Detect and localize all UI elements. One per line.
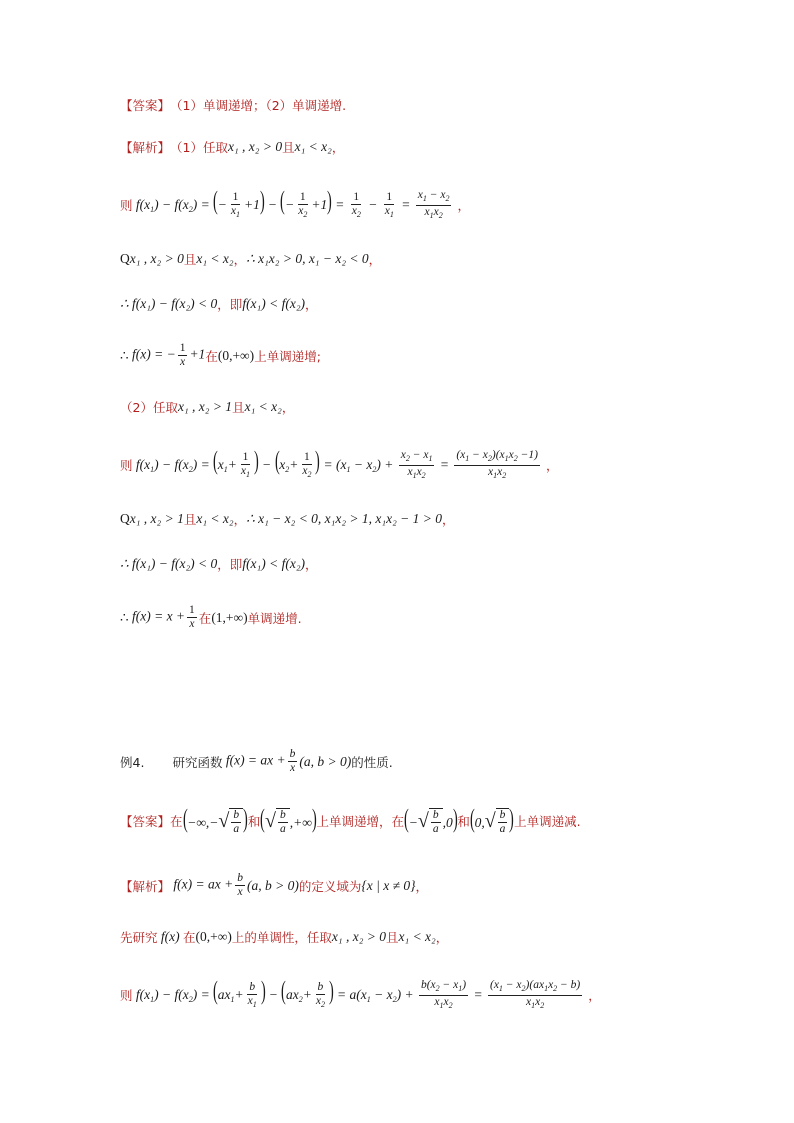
first-interval: (0,+∞) <box>195 929 232 944</box>
analysis4-tag: 【解析】 <box>120 878 171 894</box>
function-def-2: f(x) = x + $\frac{1}{x}$ <box>128 604 195 630</box>
comma: ， <box>331 140 345 155</box>
formula-line-1: 则 $f(x_1) - f(x_2)$ = (− $\frac{1}{x_1}$ +1) − (− $\frac{1}{x_2}$ +1) = $\frac{1}{x_2}$ − $\frac{1}{x_1}$ = $\frac{x_1 - x_2}{x_1x_2}$ ， <box>120 186 470 221</box>
analysis-line-1 <box>120 138 344 156</box>
since-line-2 <box>120 510 455 528</box>
therefore-symbol: ∴ <box>120 347 129 363</box>
thus-end-2: ， <box>305 557 318 572</box>
first-cond2: x₁ < x₂ <box>398 929 436 944</box>
formula4-end: ， <box>588 988 601 1004</box>
since-end-2: ， <box>442 512 455 527</box>
example-tail: 的性质. <box>351 754 393 770</box>
first-in: 在 <box>183 930 196 945</box>
conclusion-line-1 <box>120 342 321 369</box>
thus-line-2 <box>120 555 318 573</box>
since-end: ， <box>368 252 382 267</box>
example-text: 研究函数 <box>172 754 223 770</box>
since-condition: x₁ , x₂ > 0 <box>129 251 184 266</box>
part2-condition: x₁ , x₂ > 1 <box>177 399 233 414</box>
part2-end: ， <box>281 400 295 415</box>
conclusion-line-2 <box>120 604 302 631</box>
thus-result: f(x₁) < f(x₂) <box>242 296 306 311</box>
in-word: 在 <box>205 348 218 364</box>
since-sep: ， <box>233 252 247 267</box>
then-word-2: 则 <box>120 458 133 474</box>
analysis4-function: f(x) = ax + $\frac{b}{x}$ <box>170 872 243 898</box>
formula-line-2: 则 $f(x_1) - f(x_2) = (x_1+$ $\frac{1}{x_1}$ ) − ($x_2+$ $\frac{1}{x_2}$ ) = $(x_1 - x_2)$ + $\frac{x_2 - x_1}{x_1x_2}$ = $\frac{(x_1 - x_2)(x_1x_2 -1)}{x_1x_2}$ ， <box>120 446 559 481</box>
answer4-dec: 上单调递减. <box>514 813 581 829</box>
function-def-1: f(x) = − $\frac{1}{x}$ +1 <box>128 342 206 368</box>
since-sep-2: ， <box>233 512 247 527</box>
part2-and: 且 <box>232 400 245 415</box>
thus-mid-2: ，即 <box>217 557 243 572</box>
answer4-inc: 上单调递增，在 <box>316 813 405 829</box>
thus-expr: ∴ f(x₁) − f(x₂) < 0 <box>120 296 218 311</box>
example-function: f(x) = ax + $\frac{b}{x}$ <box>222 748 296 774</box>
conclusion-text-2: 单调递增. <box>247 610 302 626</box>
interval-d: (0, √ $\frac{b}{a}$ ) <box>469 804 515 835</box>
formula-4: $f(x_1) - f(x_2) = (ax_1+$ $\frac{b}{x_1}$ ) − ($ax_2+$ $\frac{b}{x_2}$ ) = $a(x_1 - x_2)$ + $\frac{b(x_2 - x_1)}{x_1x_2}$ = $\frac{(x_1 - x_2)(ax_1x_2 - b)}{x_1x_2}$ <box>132 976 581 1011</box>
therefore-symbol-2: ∴ <box>120 609 129 625</box>
since-result: ∴ x₁x₂ > 0, x₁ − x₂ < 0 <box>246 251 369 266</box>
analysis4-condition: (a, b > 0) <box>246 877 299 893</box>
answer4-tag: 【答案】 <box>120 813 171 829</box>
first-mid: 上的单调性，任取 <box>231 930 332 945</box>
since-line-1 <box>120 250 381 268</box>
condition: x₁ , x₂ > 0 <box>227 139 283 154</box>
since-result-2: ∴ x₁ − x₂ < 0, x₁x₂ > 1, x₁x₂ − 1 > 0 <box>246 511 443 526</box>
answer4-in: 在 <box>170 813 183 829</box>
analysis4-domain: {x | x ≠ 0} <box>361 877 416 893</box>
and-word: 且 <box>282 140 295 155</box>
in-word-2: 在 <box>198 610 212 626</box>
since-condition-2b: x₁ < x₂ <box>196 511 234 526</box>
first-pre: 先研究 <box>120 930 158 945</box>
conclusion-text-1: 上单调递增; <box>254 348 321 364</box>
answer-text: （1）单调递增；（2）单调递增. <box>170 98 347 113</box>
formula-2: $f(x_1) - f(x_2) = (x_1+$ $\frac{1}{x_1}$ ) − ($x_2+$ $\frac{1}{x_2}$ ) = $(x_1 - x_2)$ + $\frac{x_2 - x_1}{x_1x_2}$ = $\frac{(x_1 - x_2)(x_1x_2 -1)}{x_1x_2}$ <box>132 446 538 481</box>
since-and: 且 <box>183 252 197 267</box>
then-word: 则 <box>120 198 133 214</box>
formula-line-4 <box>120 978 601 1012</box>
interval-2: (1,+∞) <box>211 609 248 625</box>
thus-result-2: f(x₁) < f(x₂) <box>242 556 306 571</box>
analysis-intro: （1）任取 <box>170 140 228 155</box>
example-condition: (a, b > 0) <box>299 753 352 769</box>
first-cond: x₁ , x₂ > 0 <box>331 929 386 944</box>
formula-1: $f(x_1) - f(x_2)$ = (− $\frac{1}{x_1}$ +1) − (− $\frac{1}{x_2}$ +1) = $\frac{1}{x_2}$ − $\frac{1}{x_1}$ = $\frac{x_1 - x_2}{x_1x_2}$ <box>132 186 450 221</box>
thus-mid: ，即 <box>217 297 243 312</box>
answer4-and1: 和 <box>247 813 261 829</box>
interval-1: (0,+∞) <box>217 347 255 363</box>
condition-2: x₁ < x₂ <box>294 139 332 154</box>
answer-line-1 <box>120 96 346 114</box>
interval-b: ( √ $\frac{b}{a}$ ,+∞) <box>260 804 317 835</box>
since-and-2: 且 <box>183 512 197 527</box>
example-label: 例4. <box>120 754 145 770</box>
analysis4-domain-end: ， <box>415 878 429 894</box>
part2-intro-line <box>120 398 294 416</box>
analysis-tag: 【解析】 <box>120 140 171 155</box>
thus-end: ， <box>305 297 318 312</box>
example-4-line <box>120 748 393 775</box>
analysis-line-4b <box>120 928 448 946</box>
analysis-line-4 <box>120 872 428 899</box>
since-symbol-2: Q <box>120 511 130 526</box>
since-condition-2: x₁ < x₂ <box>196 251 234 266</box>
interval-a: (−∞,− √ $\frac{b}{a}$ ) <box>182 804 248 835</box>
analysis4-domain-text: 的定义域为 <box>298 878 362 894</box>
answer-tag: 【答案】 <box>120 98 171 113</box>
interval-c: (− √ $\frac{b}{a}$ ,0) <box>403 804 458 835</box>
then-word-4: 则 <box>120 988 133 1004</box>
answer-line-4 <box>120 806 581 836</box>
since-condition-2a: x₁ , x₂ > 1 <box>129 511 184 526</box>
since-symbol: Q <box>120 251 130 266</box>
answer4-and2: 和 <box>457 813 470 829</box>
first-fx: f(x) <box>157 929 183 944</box>
first-end: ， <box>435 930 449 945</box>
thus-line-1 <box>120 295 318 313</box>
first-and: 且 <box>386 930 399 945</box>
part2-intro: （2）任取 <box>120 400 178 415</box>
thus-expr-2: ∴ f(x₁) − f(x₂) < 0 <box>120 556 218 571</box>
part2-condition-2: x₁ < x₂ <box>244 399 282 414</box>
